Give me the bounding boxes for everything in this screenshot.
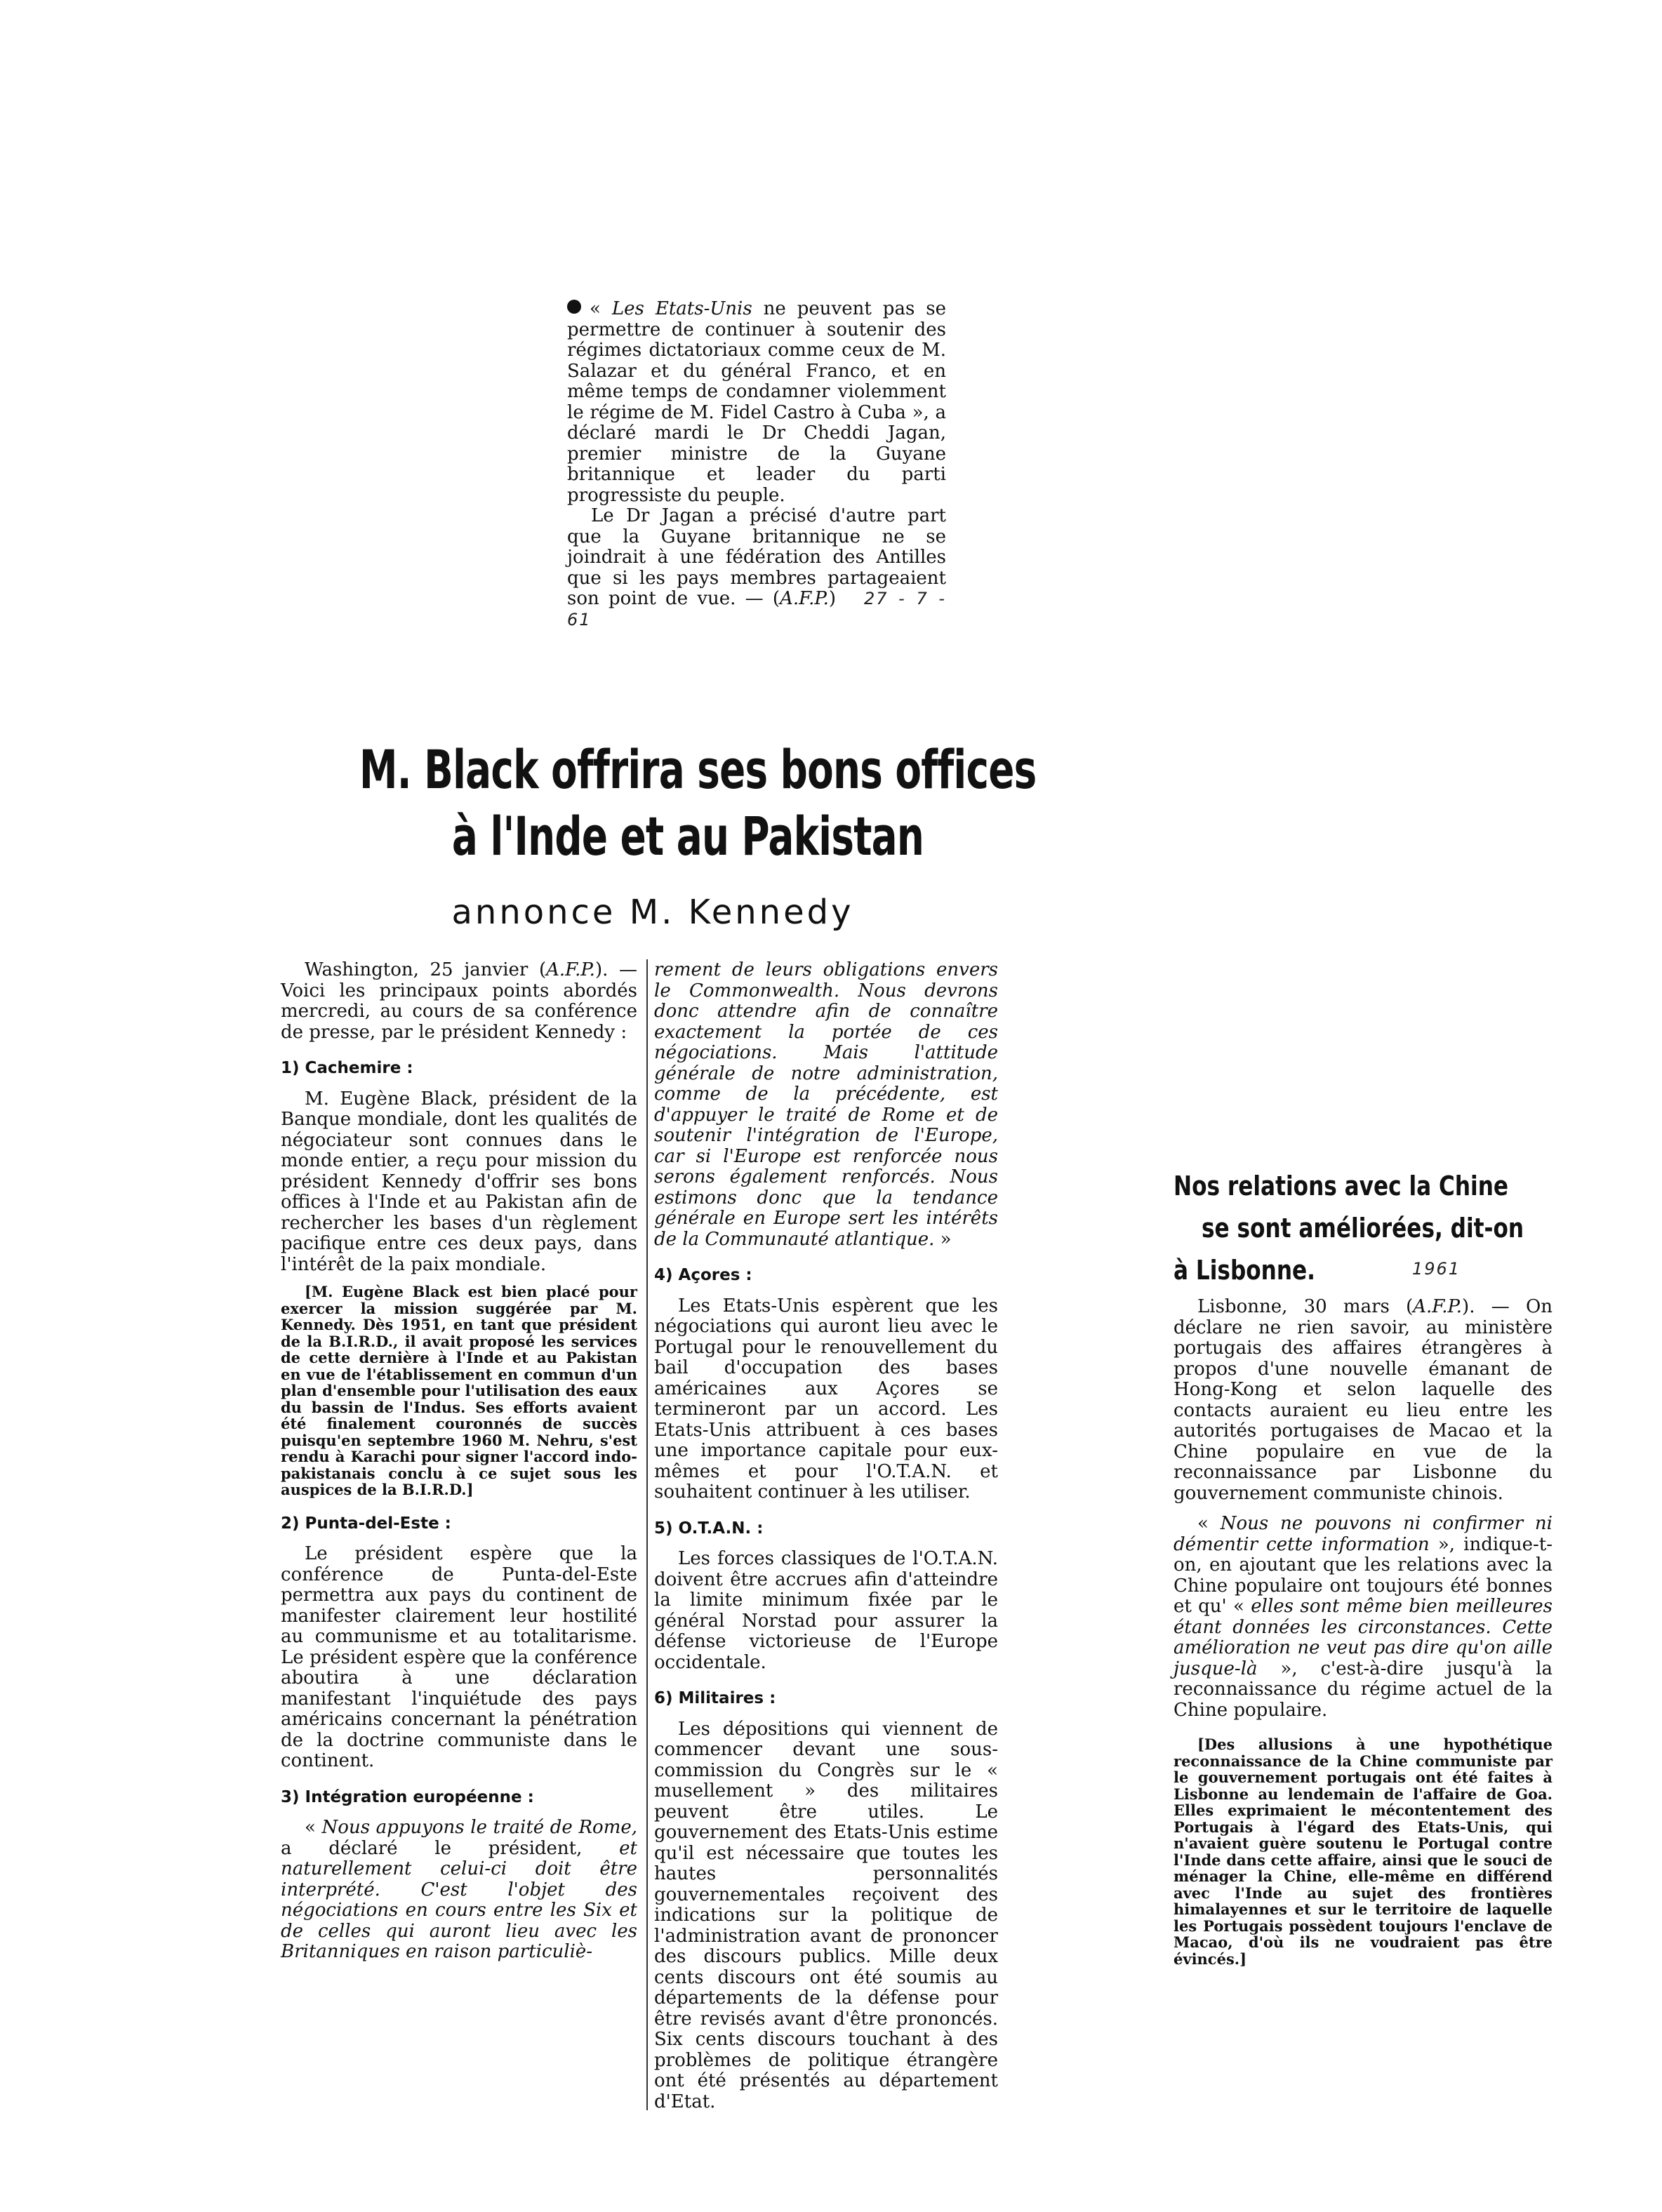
headline-subtitle: annonce M. Kennedy (451, 893, 854, 932)
section-text-integration: « Nous appuyons le traité de Rome, a déclaré le président, et naturellement celui-ci doit être interprété. C'est l'objet des négociations en cours entre les Six et de celles qui auront lieu avec les Britanniques en raison particuliè- (281, 1817, 637, 1962)
section-text-cachemire: M. Eugène Black, président de la Banque mondiale, dont les qualités de négociateur sont connues dans le monde entier, a reçu pour mission du président Kennedy d'offrir ses bons offices à l'Inde et au Pakistan afin de rechercher les bases d'un règlement pacifique entre ces deux pays, dans l'intérêt de la paix mondiale. (281, 1088, 637, 1275)
article-column-1 (281, 960, 637, 1963)
right-article-title-line3: à Lisbonne. (1174, 1255, 1316, 1286)
section-text-punta: Le président espère que la conférence de Punta-del-Este permettra aux pays du continent de manifester clairement leur hostilité au communisme et au totalitarisme. Le président espère que la conférence aboutira à une déclaration manifestant l'inquiétude des pays américains concernant la pénétration de la doctrine communiste dans le continent. (281, 1543, 637, 1771)
integration-continued: rement de leurs obligations envers le Commonwealth. Nous devrons donc attendre afin de connaître exactement la portée de ces négociations. Mais l'attitude générale de notre administration, comme de la précédente, est d'appuyer le traité de Rome et de soutenir l'intégration de l'Europe, car si l'Europe est renforcée nous serons également renforcés. Nous estimons donc que la tendance générale en Europe sert les intérêts de la Communauté atlantique. » (654, 959, 998, 1250)
right-article-body (1174, 1297, 1553, 1967)
section-heading-punta: 2) Punta-del-Este : (281, 1514, 451, 1533)
handwritten-year: 1961 (1412, 1259, 1461, 1279)
headline-line2: à l'Inde et au Pakistan (451, 805, 924, 867)
right-article-p1: Lisbonne, 30 mars (A.F.P.). — On déclare ne rien savoir, au ministère portugais des affaires étrangères à propos d'une nouvelle émanant de Hong-Kong et selon laquelle des contacts auraient eu lieu entre les autorités portugaises de Macao et la Chine populaire en vue de la reconnaissance par Lisbonne du gouvernement communiste chinois. (1174, 1296, 1553, 1504)
right-article-title-line2: se sont améliorées, dit-on (1202, 1213, 1524, 1244)
section-heading-militaires: 6) Militaires : (654, 1689, 776, 1707)
right-article-title-line3-row (1174, 1249, 1553, 1291)
column-divider (646, 959, 648, 2110)
right-article-p2: « Nous ne pouvons ni confirmer ni démentir cette information », indique-t-on, en ajoutant que les relations avec la Chine populaire ont toujours été bonnes et qu' « elles sont même bien meilleures étant données les circonstances. Cette amélioration ne veut pas dire qu'on aille jusque-là », c'est-à-dire jusqu'à la reconnaissance du régime actuel de la Chine populaire. (1174, 1513, 1553, 1721)
top-article-p1: « Les Etats-Unis ne peuvent pas se permettre de continuer à soutenir des régimes dictatoriaux comme ceux de M. Salazar et du général Franco, et en même temps de condamner violemment le régime de M. Fidel Castro à Cuba », a déclaré mardi le Dr Cheddi Jagan, premier ministre de la Guyane britannique et leader du parti progressiste du peuple. (567, 298, 946, 506)
article-column-2 (654, 960, 998, 2112)
headline-line1: M. Black offrira ses bons offices (359, 738, 1037, 801)
section-heading-cachemire: 1) Cachemire : (281, 1059, 413, 1077)
section-text-acores: Les Etats-Unis espèrent que les négociations qui auront lieu avec le Portugal pour le renouvellement du bail d'occupation des bases américaines aux Açores se termineront par un accord. Les Etats-Unis attribuent à ces bases une importance capitale pour eux-mêmes et pour l'O.T.A.N. et souhaitent continuer à les utiliser. (654, 1295, 998, 1503)
handwritten-date: 27 - 7 - 61 (567, 589, 946, 629)
section-heading-otan: 5) O.T.A.N. : (654, 1519, 764, 1538)
dateline-intro: Washington, 25 janvier (A.F.P.). — Voici les principaux points abordés mercredi, au cours de sa conférence de presse, par le président Kennedy : (281, 959, 637, 1043)
editor-note-black: [M. Eugène Black est bien placé pour exercer la mission suggérée par M. Kennedy. Dès 1951, en tant que président de la B.I.R.D., il avait proposé les services de cette dernière à l'Inde et au Pakistan en vue de l'établissement en commun d'un plan d'ensemble pour l'utilisation des eaux du bassin de l'Indus. Ses efforts avaient été finalement couronnés de succès puisqu'en septembre 1960 M. Nehru, s'est rendu à Karachi pour signer l'accord indo-pakistanais conclu à ce sujet sous les auspices de la B.I.R.D.] (281, 1283, 637, 1498)
right-article (1174, 1165, 1553, 1967)
section-heading-acores: 4) Açores : (654, 1266, 752, 1284)
top-article-p2: Le Dr Jagan a précisé d'autre part que la Guyane britannique ne se joindrait à une fédération des Antilles que si les pays membres partageaient son point de vue. — (A.F.P.) 27 - 7 - 61 (567, 505, 946, 629)
right-article-title-line1: Nos relations avec la Chine (1174, 1171, 1509, 1201)
bullet-icon (567, 300, 581, 314)
section-heading-integration: 3) Intégration européenne : (281, 1787, 534, 1806)
section-text-militaires: Les dépositions qui viennent de commencer devant une sous-commission du Congrès sur le « musellement » des militaires peuvent être utiles. Le gouvernement des Etats-Unis estime qu'il est nécessaire que toutes les hautes personnalités gouvernementales reçoivent des indications sur la politique de l'administration avant de prononcer des discours publics. Mille deux cents discours ont été soumis au départements de la défense pour être revisés avant d'être prononcés. Six cents discours touchant à des problèmes de politique étrangère ont été présentés au département d'Etat. (654, 1718, 998, 2112)
section-text-otan: Les forces classiques de l'O.T.A.N. doivent être accrues afin d'atteindre la limite minimum fixée par le général Norstad pour assurer la défense victorieuse de l'Europe occidentale. (654, 1548, 998, 1673)
editor-note-macao: [Des allusions à une hypothétique reconnaissance de la Chine communiste par le gouvernement portugais ont été faites à Lisbonne au lendemain de l'affaire de Goa. Elles exprimaient le mécontentement des Portugais à l'égard des Etats-Unis, qui n'avaient guère soutenu le Portugal contre l'Inde dans cette affaire, ainsi que le souci de ménager la Chine, elle-même en différend avec l'Inde au sujet des frontières himalayennes et sur le territoire de laquelle les Portugais possèdent toujours l'enclave de Macao, d'où ils ne voudraient pas être évincés.] (1174, 1735, 1553, 1968)
top-article (567, 299, 946, 630)
